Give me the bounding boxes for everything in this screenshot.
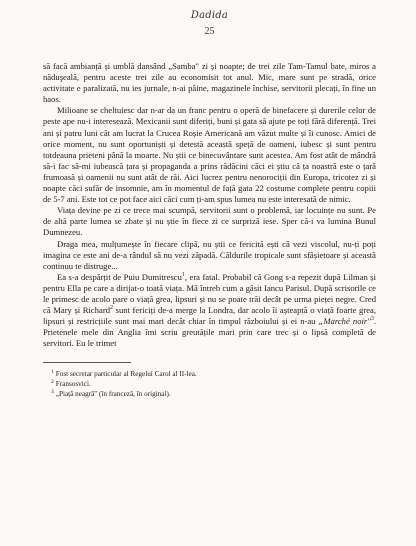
footnote-3 [43,389,376,399]
paragraph-5-italic: „Marché noir" [318,316,371,327]
paragraph-1: să facă ambianță și umblă dansând „Samba" zi și noapte; de trei zile Tam-Tamul bate, miros a năduşeală, pentru aceste trei zile au economisit tot anul. Mic, mare sunt pe stradă, orice activitate e paralizată, nu ies jurnale, n-ai pâine, magazinele închise, servitorii plecați, în fine un haos. [43,61,376,105]
footnote-divider [43,362,131,363]
footnote-mark-2: 2 [51,379,54,386]
paragraph-5-part-2: , era fatal. Probabil că Gong s-a repezit după Lilman și pentru Ella pe care a dirijat-o toată viața. Mă întreb cum a găsit Iancu Parisul. După scrisorile ce le primesc de acolo pare o viață grea, lipsuri și nu se poate trăi decât pe urma pieței negre. Cred că Mary și Richard [43,271,376,316]
paragraph-5-part-4: . Prietenele mele din Anglia îmi scriu greutățile mari prin care trec și o lipsă completă de servitori. Eu le trimet [43,316,376,349]
body-text [43,61,376,349]
footnote-text-3: „Piață neagră" (în franceză, în original). [55,390,171,399]
paragraph-5 [43,272,376,350]
paragraph-5-part-1: Ea s-a despărțit de Puiu Dumitrescu [57,271,182,282]
footnote-text-1: Fost secretar particular al Regelui Carol al II-lea. [55,370,197,379]
footnote-mark-3: 3 [51,389,54,396]
footnote-ref-2: 2 [110,305,113,312]
paragraph-5-part-3: sunt fericiți de-a merge la Londra, dar acolo îi așteaptă o viață foarte grea, lipsuri și restricțiile sunt mai mari decât chiar în timpul războiului și ei n-au [43,305,376,327]
paragraph-4: Draga mea, mulțumește în fiecare clipă, nu știi ce fericită ești că vezi viscolul, nu-ți poți imagina ce este ani de-a rândul să nu vezi zăpadă. Căldurile tropicale sunt sfâșietoare și această continuu te distruge... [43,238,376,271]
footnote-ref-3: 3 [370,316,374,323]
footnote-ref-1: 1 [181,271,185,278]
footnote-2 [43,379,376,389]
footnotes [43,369,376,399]
footnote-mark-1: 1 [51,369,54,376]
page-number: 25 [204,26,215,37]
footnote-text-2: Fransosvici. [55,380,91,389]
paragraph-2: Milioane se cheltuiesc dar n-ar da un franc pentru o operă de binefacere și durerile celor de peste ape nu-i interesează. Mexicanii sunt diferiți, buni și gata să ajute pe toți fără diferență. Trei ani și patru luni cât am lucrat la Crucea Roșie Americană am văzut multe și îi cunosc. Amici de orice moment, nu sunt oportuniști și detestă această speță de oameni, iubesc și sunt pentru totdeauna prieteni până la moarte. Nu știi ce binecuvântare sunt acestea. Am fost atât de mândră să-i fac să-mi iubească țara și propaganda a prins rădăcini căci ei știu că ța noastră este o țară frumoasă și oamenii nu sunt atât de răi. Aici lucrez pentru nenorociții din Europa, tricotez zi și noapte căci sufăr de insomnie, am în momentul de față gata 22 costume complete pentru copiii de 5-7 ani. Este tot ce pot face aici căci cum ți-am spus lumea nu este interesată de nimic. [43,105,376,205]
footnote-1 [43,369,376,379]
paragraph-3: Viața devine pe zi ce trece mai scumpă, servitorii sunt o problemă, iar locuințe nu sunt. Pe de altă parte lumea se zbate și nu știe în fiece zi ce surpriză iese. Sper că-i va lumina Bunul Dumnezeu. [43,205,376,238]
running-title: Dadida [190,10,229,21]
